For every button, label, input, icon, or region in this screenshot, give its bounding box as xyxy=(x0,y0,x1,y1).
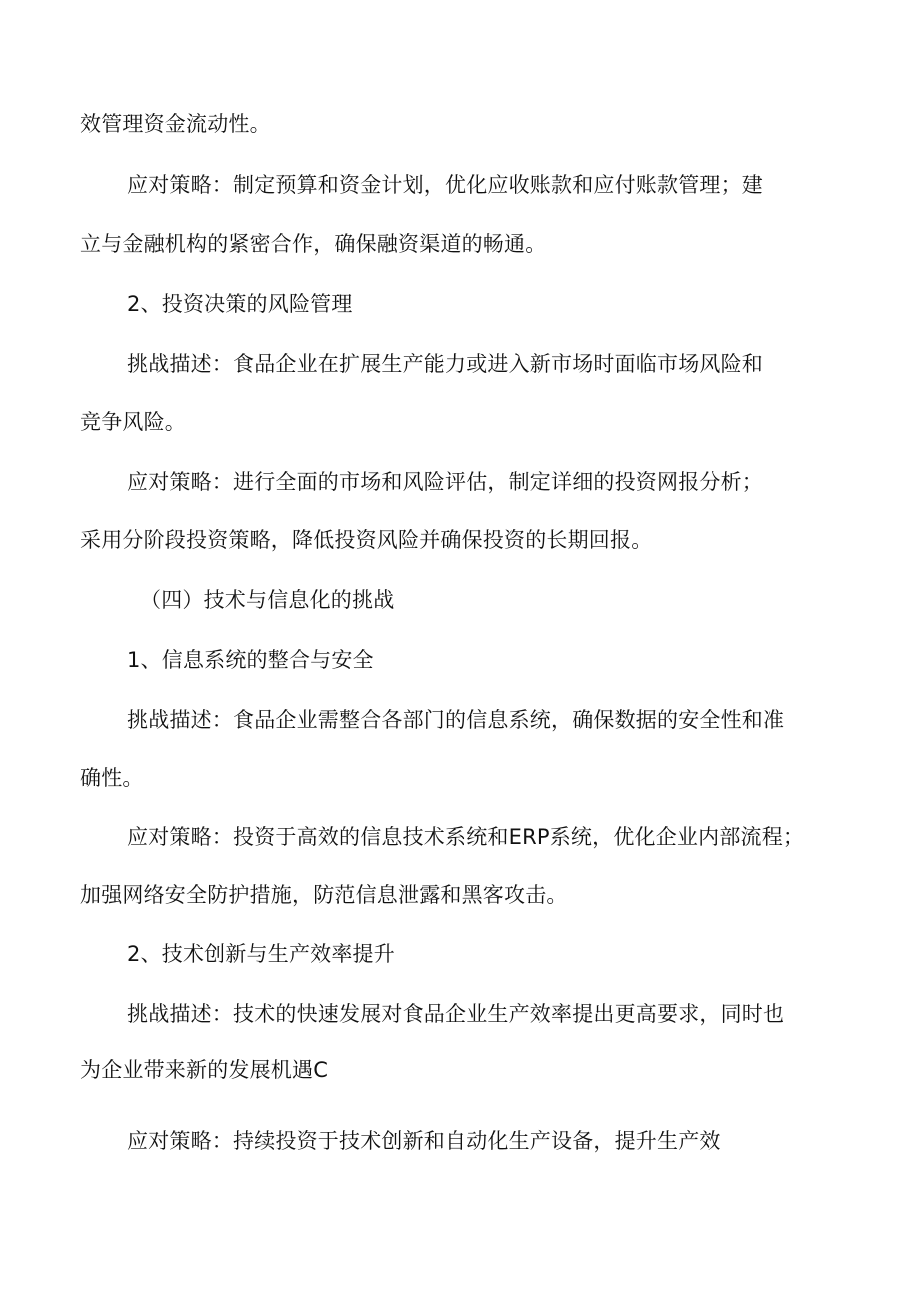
text-line-strategy: 应对策略：进行全面的市场和风险评估，制定详细的投资网报分析； xyxy=(127,470,763,494)
section-heading: 2、投资决策的风险管理 xyxy=(127,292,353,316)
text-line-strategy-cont: 立与金融机构的紧密合作，确保融资渠道的畅通。 xyxy=(80,232,547,256)
section-heading: 2、技术创新与生产效率提升 xyxy=(127,942,395,966)
text-line-strategy-cont: 采用分阶段投资策略，降低投资风险并确保投资的长期回报。 xyxy=(80,528,653,552)
text-line-strategy: 应对策略：制定预算和资金计划，优化应收账款和应付账款管理；建 xyxy=(127,173,763,197)
text-line-strategy: 应对策略：投资于高效的信息技术系统和ERP系统，优化企业内部流程； xyxy=(127,825,805,849)
text-line-challenge: 挑战描述：食品企业需整合各部门的信息系统，确保数据的安全性和准 xyxy=(127,708,785,732)
text-line-challenge: 挑战描述：食品企业在扩展生产能力或进入新市场时面临市场风险和 xyxy=(127,352,763,376)
text-line-continuation: 效管理资金流动性。 xyxy=(80,112,271,136)
text-line-strategy: 应对策略：持续投资于技术创新和自动化生产设备，提升生产效 xyxy=(127,1129,721,1153)
text-line-challenge-cont: 竞争风险。 xyxy=(80,410,186,434)
text-line-challenge: 挑战描述：技术的快速发展对食品企业生产效率提出更高要求，同时也 xyxy=(127,1002,785,1026)
text-line-challenge-cont: 为企业带来新的发展机遇C xyxy=(80,1058,329,1082)
section-heading: 1、信息系统的整合与安全 xyxy=(127,648,374,672)
text-line-strategy-cont: 加强网络安全防护措施，防范信息泄露和黑客攻击。 xyxy=(80,883,568,907)
text-line-challenge-cont: 确性。 xyxy=(80,766,144,790)
chapter-heading: （四）技术与信息化的挑战 xyxy=(140,588,395,612)
